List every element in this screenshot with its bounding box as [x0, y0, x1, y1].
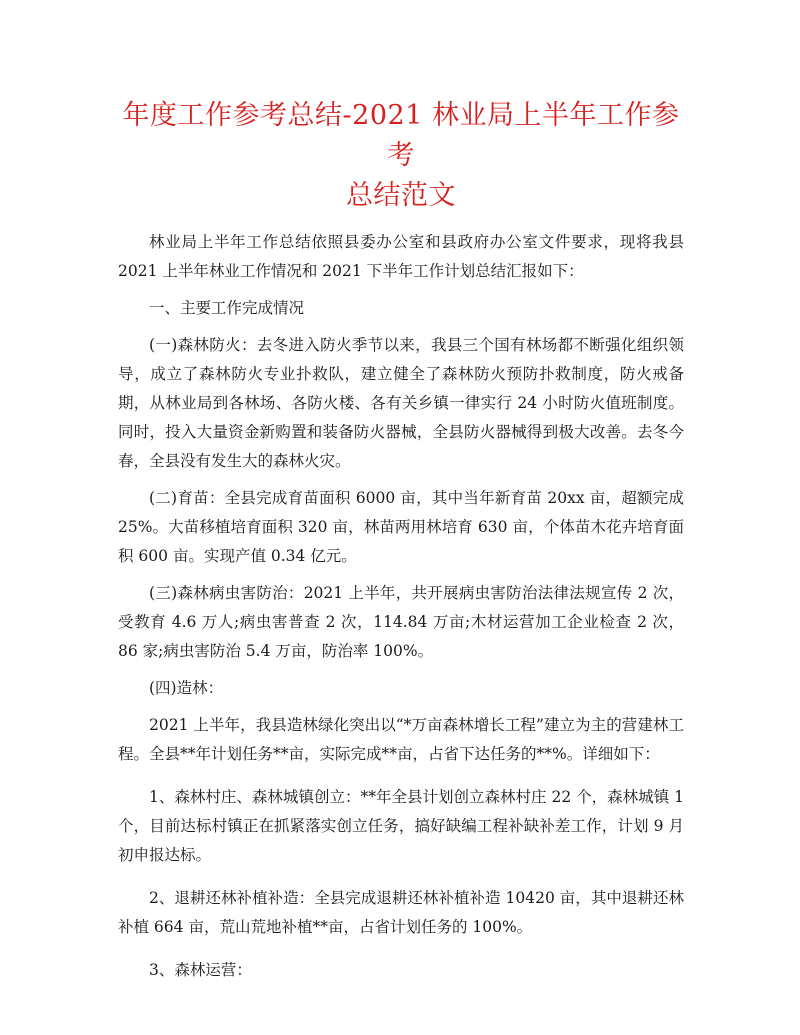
paragraph-forest-villages: 1、森林村庄、森林城镇创立：**年全县计划创立森林村庄 22 个，森林城镇 1 个，目前达标村镇正在抓紧落实创立任务，搞好缺编工程补缺补差工作，计划 9 月初申报达标。 [118, 788, 684, 864]
paragraph-reforestation: 2、退耕还林补植补造：全县完成退耕还林补植补造 10420 亩，其中退耕还林补植 664 亩，荒山荒地补植**亩，占省计划任务的 100%。 [118, 889, 684, 936]
paragraph-seedlings: (二)育苗：全县完成育苗面积 6000 亩，其中当年新育苗 20xx 亩，超额完成 25%。大苗移植培育面积 320 亩，林苗两用林培育 630 亩，个体苗木花卉培育面积 600 亩。实现产值 0.34 亿元。 [118, 489, 684, 565]
paragraph-pest-control: (三)森林病虫害防治：2021 上半年，共开展病虫害防治法律法规宣传 2 次，受教育 4.6 万人;病虫害普查 2 次，114.84 万亩;木材运营加工企业检查 2 次，86 家;病虫害防治 5.4 万亩，防治率 100%。 [118, 584, 684, 660]
document-title [118, 96, 684, 216]
section-heading: 一、主要工作完成情况 [149, 299, 305, 317]
intro-paragraph: 林业局上半年工作总结依照县委办公室和县政府办公室文件要求，现将我县 2021 上半年林业工作情况和 2021 下半年工作计划总结汇报如下： [118, 233, 684, 280]
title-line-1: 年度工作参考总结-2021 林业局上半年工作参考 [122, 100, 680, 171]
title-line-2: 总结范文 [346, 180, 456, 211]
document-page [118, 96, 684, 993]
paragraph-afforestation: 2021 上半年，我县造林绿化突出以“*万亩森林增长工程”建立为主的营建林工程。全县**年计划任务**亩，实际完成**亩，占省下达任务的**%。详细如下： [118, 716, 684, 763]
paragraph-forest-operation: 3、森林运营： [149, 961, 252, 979]
paragraph-afforestation-heading: (四)造林： [149, 679, 224, 697]
paragraph-fire-prevention: (一)森林防火：去冬进入防火季节以来，我县三个国有林场都不断强化组织领导，成立了森林防火专业扑救队，建立健全了森林防火预防扑救制度，防火戒备期，从林业局到各林场、各防火楼、各有关乡镇一律实行 24 小时防火值班制度。同时，投入大量资金新购置和装备防火器械，全县防火器械得到极大改善。去冬今春，全县没有发生大的森林火灾。 [118, 336, 684, 470]
